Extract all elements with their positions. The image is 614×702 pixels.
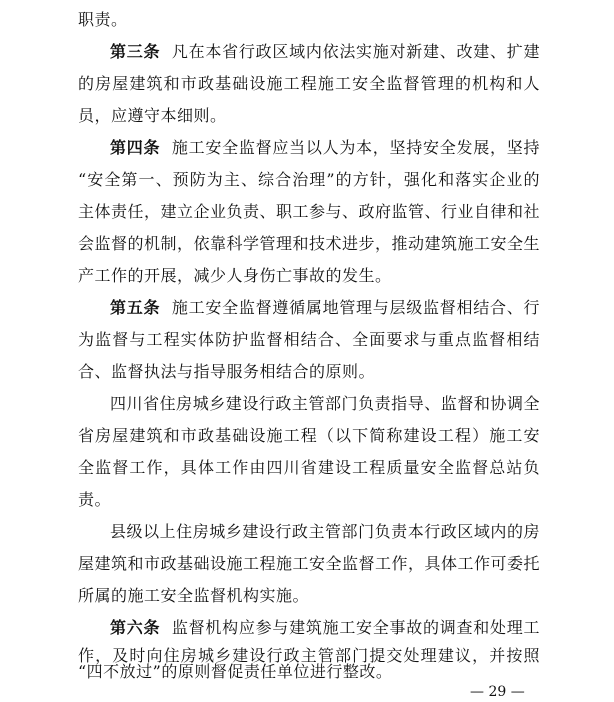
- text-line: [78, 486, 540, 514]
- text-line: [78, 326, 540, 354]
- line-text: 监督机构应参与建筑施工安全事故的调查和处理工: [171, 618, 540, 637]
- line-text: 省房屋建筑和市政基础设施工程（以下简称建设工程）施工安: [78, 426, 540, 445]
- line-text: 员，应遵守本细则。: [78, 106, 227, 125]
- line-text: 主体责任，建立企业负责、职工参与、政府监管、行业自律和社: [78, 202, 540, 221]
- line-text: 县级以上住房城乡建设行政主管部门负责本行政区域内的房: [110, 522, 540, 541]
- line-text: “安全第一、预防为主、综合治理”的方针，强化和落实企业的: [78, 170, 540, 189]
- article-label: 第三条: [110, 42, 161, 61]
- line-text: 所属的施工安全监督机构实施。: [78, 586, 310, 605]
- text-line: [78, 198, 540, 226]
- text-line: [78, 6, 540, 34]
- line-text: 四川省住房城乡建设行政主管部门负责指导、监督和协调全: [110, 394, 540, 413]
- text-line: [78, 166, 540, 194]
- text-line: [110, 518, 540, 546]
- article-label: 第六条: [110, 618, 161, 637]
- text-line: [78, 550, 540, 578]
- line-text: 施工安全监督应当以人为本，坚持安全发展，坚持: [171, 138, 540, 157]
- text-line: [110, 38, 540, 66]
- line-text: 的房屋建筑和市政基础设施工程施工安全监督管理的机构和人: [78, 74, 540, 93]
- line-text: 全监督工作，具体工作由四川省建设工程质量安全监督总站负: [78, 458, 540, 477]
- line-text: 施工安全监督遵循属地管理与层级监督相结合、行: [171, 298, 540, 317]
- line-text: “四不放过”的原则督促责任单位进行整改。: [78, 662, 393, 681]
- line-text: 产工作的开展，减少人身伤亡事故的发生。: [78, 266, 392, 285]
- line-text: 责。: [78, 490, 112, 509]
- line-text: 凡在本省行政区域内依法实施对新建、改建、扩建: [171, 42, 540, 61]
- line-text: 职责。: [78, 10, 128, 29]
- text-line: [78, 230, 540, 258]
- text-line: [78, 70, 540, 98]
- text-line: [110, 294, 540, 322]
- text-line: [78, 262, 540, 290]
- text-line: [110, 390, 540, 418]
- text-line: [78, 660, 540, 684]
- line-text: 屋建筑和市政基础设施工程施工安全监督工作，具体工作可委托: [78, 554, 540, 573]
- page-number: — 29 —: [470, 684, 525, 700]
- line-text: 作，及时向住房城乡建设行政主管部门提交处理建议，并按照: [78, 646, 540, 665]
- text-line: [78, 358, 540, 386]
- text-line: [110, 134, 540, 162]
- text-line: [78, 102, 540, 130]
- line-text: 会监督的机制，依靠科学管理和技术进步，推动建筑施工安全生: [78, 234, 540, 253]
- text-line: [78, 582, 540, 610]
- article-label: 第五条: [110, 298, 161, 317]
- article-label: 第四条: [110, 138, 161, 157]
- text-line: [78, 454, 540, 482]
- line-text: 合、监督执法与指导服务相结合的原则。: [78, 362, 376, 381]
- text-line: [78, 422, 540, 450]
- line-text: 为监督与工程实体防护监督相结合、全面要求与重点监督相结: [78, 330, 540, 349]
- text-line: [110, 614, 540, 642]
